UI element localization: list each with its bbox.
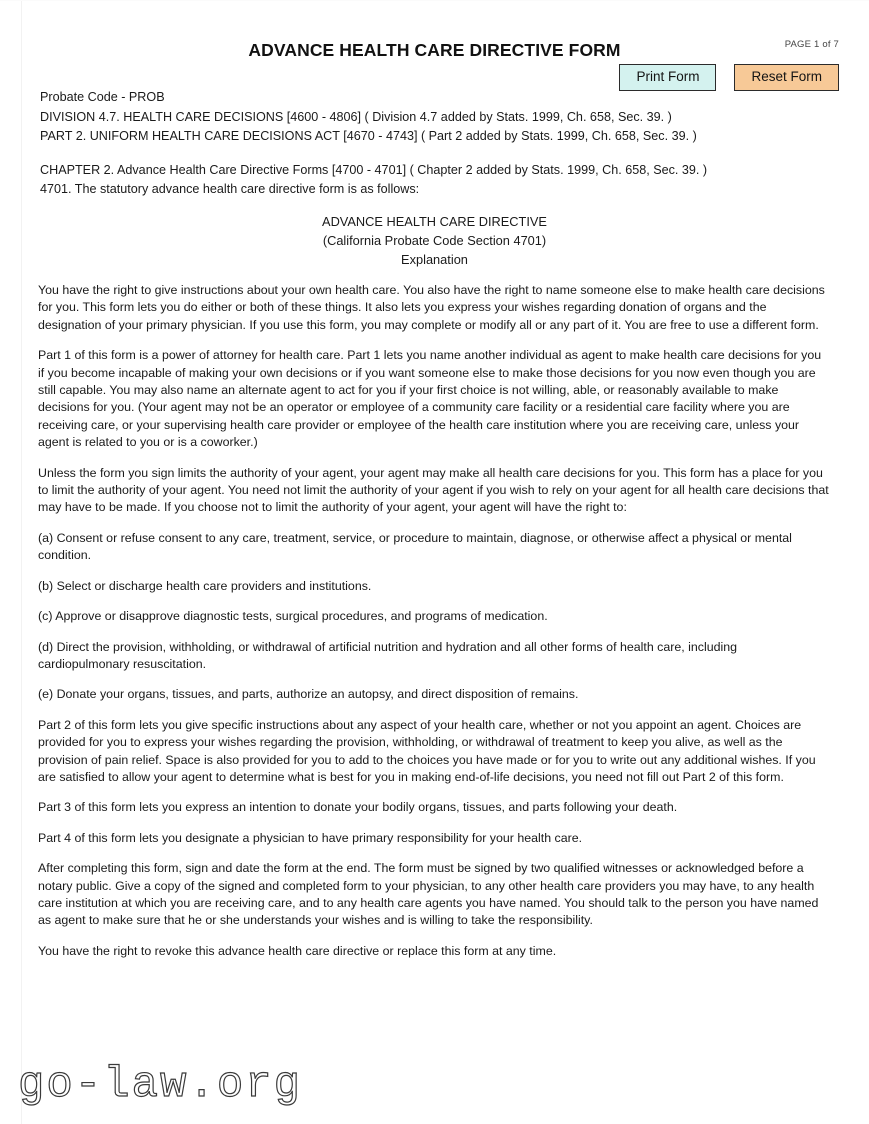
statute-line-division: DIVISION 4.7. HEALTH CARE DECISIONS [4600 - 4806] ( Division 4.7 added by Stats. 1999, Ch. 658, Sec. 39. ) [40, 109, 672, 124]
site-watermark: go-law.org [18, 1060, 303, 1110]
page-number-indicator: PAGE 1 of 7 [784, 39, 839, 50]
statute-line-section: 4701. The statutory advance health care directive form is as follows: [40, 182, 420, 196]
statute-line-chapter: CHAPTER 2. Advance Health Care Directive Forms [4700 - 4701] ( Chapter 2 added by Stats. 1999, Ch. 658, Sec. 39. ) [40, 162, 708, 177]
paragraph-right-to-instruct: You have the right to give instructions about your own health care. You also have the right to name someone else to make health care decisions for you. This form lets you do either or both of these things. It also lets you express your wishes regarding donation of organs and the designation of your primary physician. If you use this form, you may complete or modify all or any part of it. You are free to use a different form. [38, 283, 825, 332]
list-item-e: (e) Donate your organs, tissues, and parts, authorize an autopsy, and direct disposition of remains. [38, 687, 579, 702]
page-title: ADVANCE HEALTH CARE DIRECTIVE FORM [248, 40, 621, 60]
directive-heading-line2: (California Probate Code Section 4701) [322, 233, 547, 248]
statute-line-part: PART 2. UNIFORM HEALTH CARE DECISIONS ACT [4670 - 4743] ( Part 2 added by Stats. 1999, Ch. 658, Sec. 39. ) [40, 129, 697, 143]
list-item-a: (a) Consent or refuse consent to any care, treatment, service, or procedure to maintain, diagnose, or otherwise affect a physical or mental condition. [38, 530, 792, 563]
statute-spacer [40, 147, 840, 161]
directive-heading [0, 212, 869, 269]
page-left-edge-line [21, 0, 22, 1124]
paragraph-part-1-overview: Part 1 of this form is a power of attorney for health care. Part 1 lets you name another individual as agent to make health care decisions for you if you become incapable of making your own decisions or if you want someone else to make those decisions for you now even though you are still capable. You may also name an alternate agent to act for you if your first choice is not willing, able, or reasonably available to make decisions for you. (Your agent may not be an operator or employee of a community care facility or a residential care facility where you are receiving care, or your supervising health care provider or employee of the health care institution where you are receiving care, unless your agent is related to you or is a coworker.) [38, 348, 822, 450]
paragraph-signing-instructions: After completing this form, sign and date the form at the end. The form must be signed by two qualified witnesses or acknowledged before a notary public. Give a copy of the signed and completed form to your physician, to any other health care providers you may have, to any health care institution at which you are receiving care, and to any health care agents you have named. You should talk to the person you have named as agent to make sure that he or she understands your wishes and is willing to take the responsibility. [38, 861, 819, 928]
statute-citation-block [40, 88, 840, 200]
paragraph-part-3-overview: Part 3 of this form lets you express an intention to donate your bodily organs, tissues, and parts following your death. [38, 800, 678, 815]
directive-heading-line1: ADVANCE HEALTH CARE DIRECTIVE [322, 214, 547, 229]
form-action-buttons [619, 64, 839, 91]
page-top-edge-line [0, 0, 869, 1]
paragraph-part-4-overview: Part 4 of this form lets you designate a physician to have primary responsibility for your health care. [38, 830, 583, 845]
statute-line-probate-code: Probate Code - PROB [40, 90, 165, 104]
paragraph-revocation-rights: You have the right to revoke this advance health care directive or replace this form at any time. [38, 943, 557, 958]
reset-form-button[interactable]: Reset Form [734, 64, 839, 91]
directive-heading-line3: Explanation [401, 252, 468, 267]
list-item-b: (b) Select or discharge health care providers and institutions. [38, 578, 372, 593]
list-item-c: (c) Approve or disapprove diagnostic tests, surgical procedures, and programs of medication. [38, 609, 548, 624]
list-item-d: (d) Direct the provision, withholding, or withdrawal of artificial nutrition and hydration and all other forms of health care, including cardiopulmonary resuscitation. [38, 639, 738, 671]
paragraph-part-2-overview: Part 2 of this form lets you give specific instructions about any aspect of your health care, whether or not you appoint an agent. Choices are provided for you to express your wishes regarding the provision, withholding, or withdrawal of treatment to keep you alive, as well as the provision of pain relief. Space is also provided for you to add to the choices you have made or for you to write out any additional wishes. If you are satisfied to allow your agent to determine what is best for you in making end-of-life decisions, you need not fill out Part 2 of this form. [38, 717, 816, 784]
paragraph-agent-authority: Unless the form you sign limits the authority of your agent, your agent may make all health care decisions for you. This form has a place for you to limit the authority of your agent. You need not limit the authority of your agent if you wish to rely on your agent for all health care decisions that may have to be made. If you choose not to limit the authority of your agent, your agent will have the right to: [38, 465, 829, 515]
print-form-button[interactable]: Print Form [619, 64, 716, 91]
explanation-body [38, 282, 830, 973]
